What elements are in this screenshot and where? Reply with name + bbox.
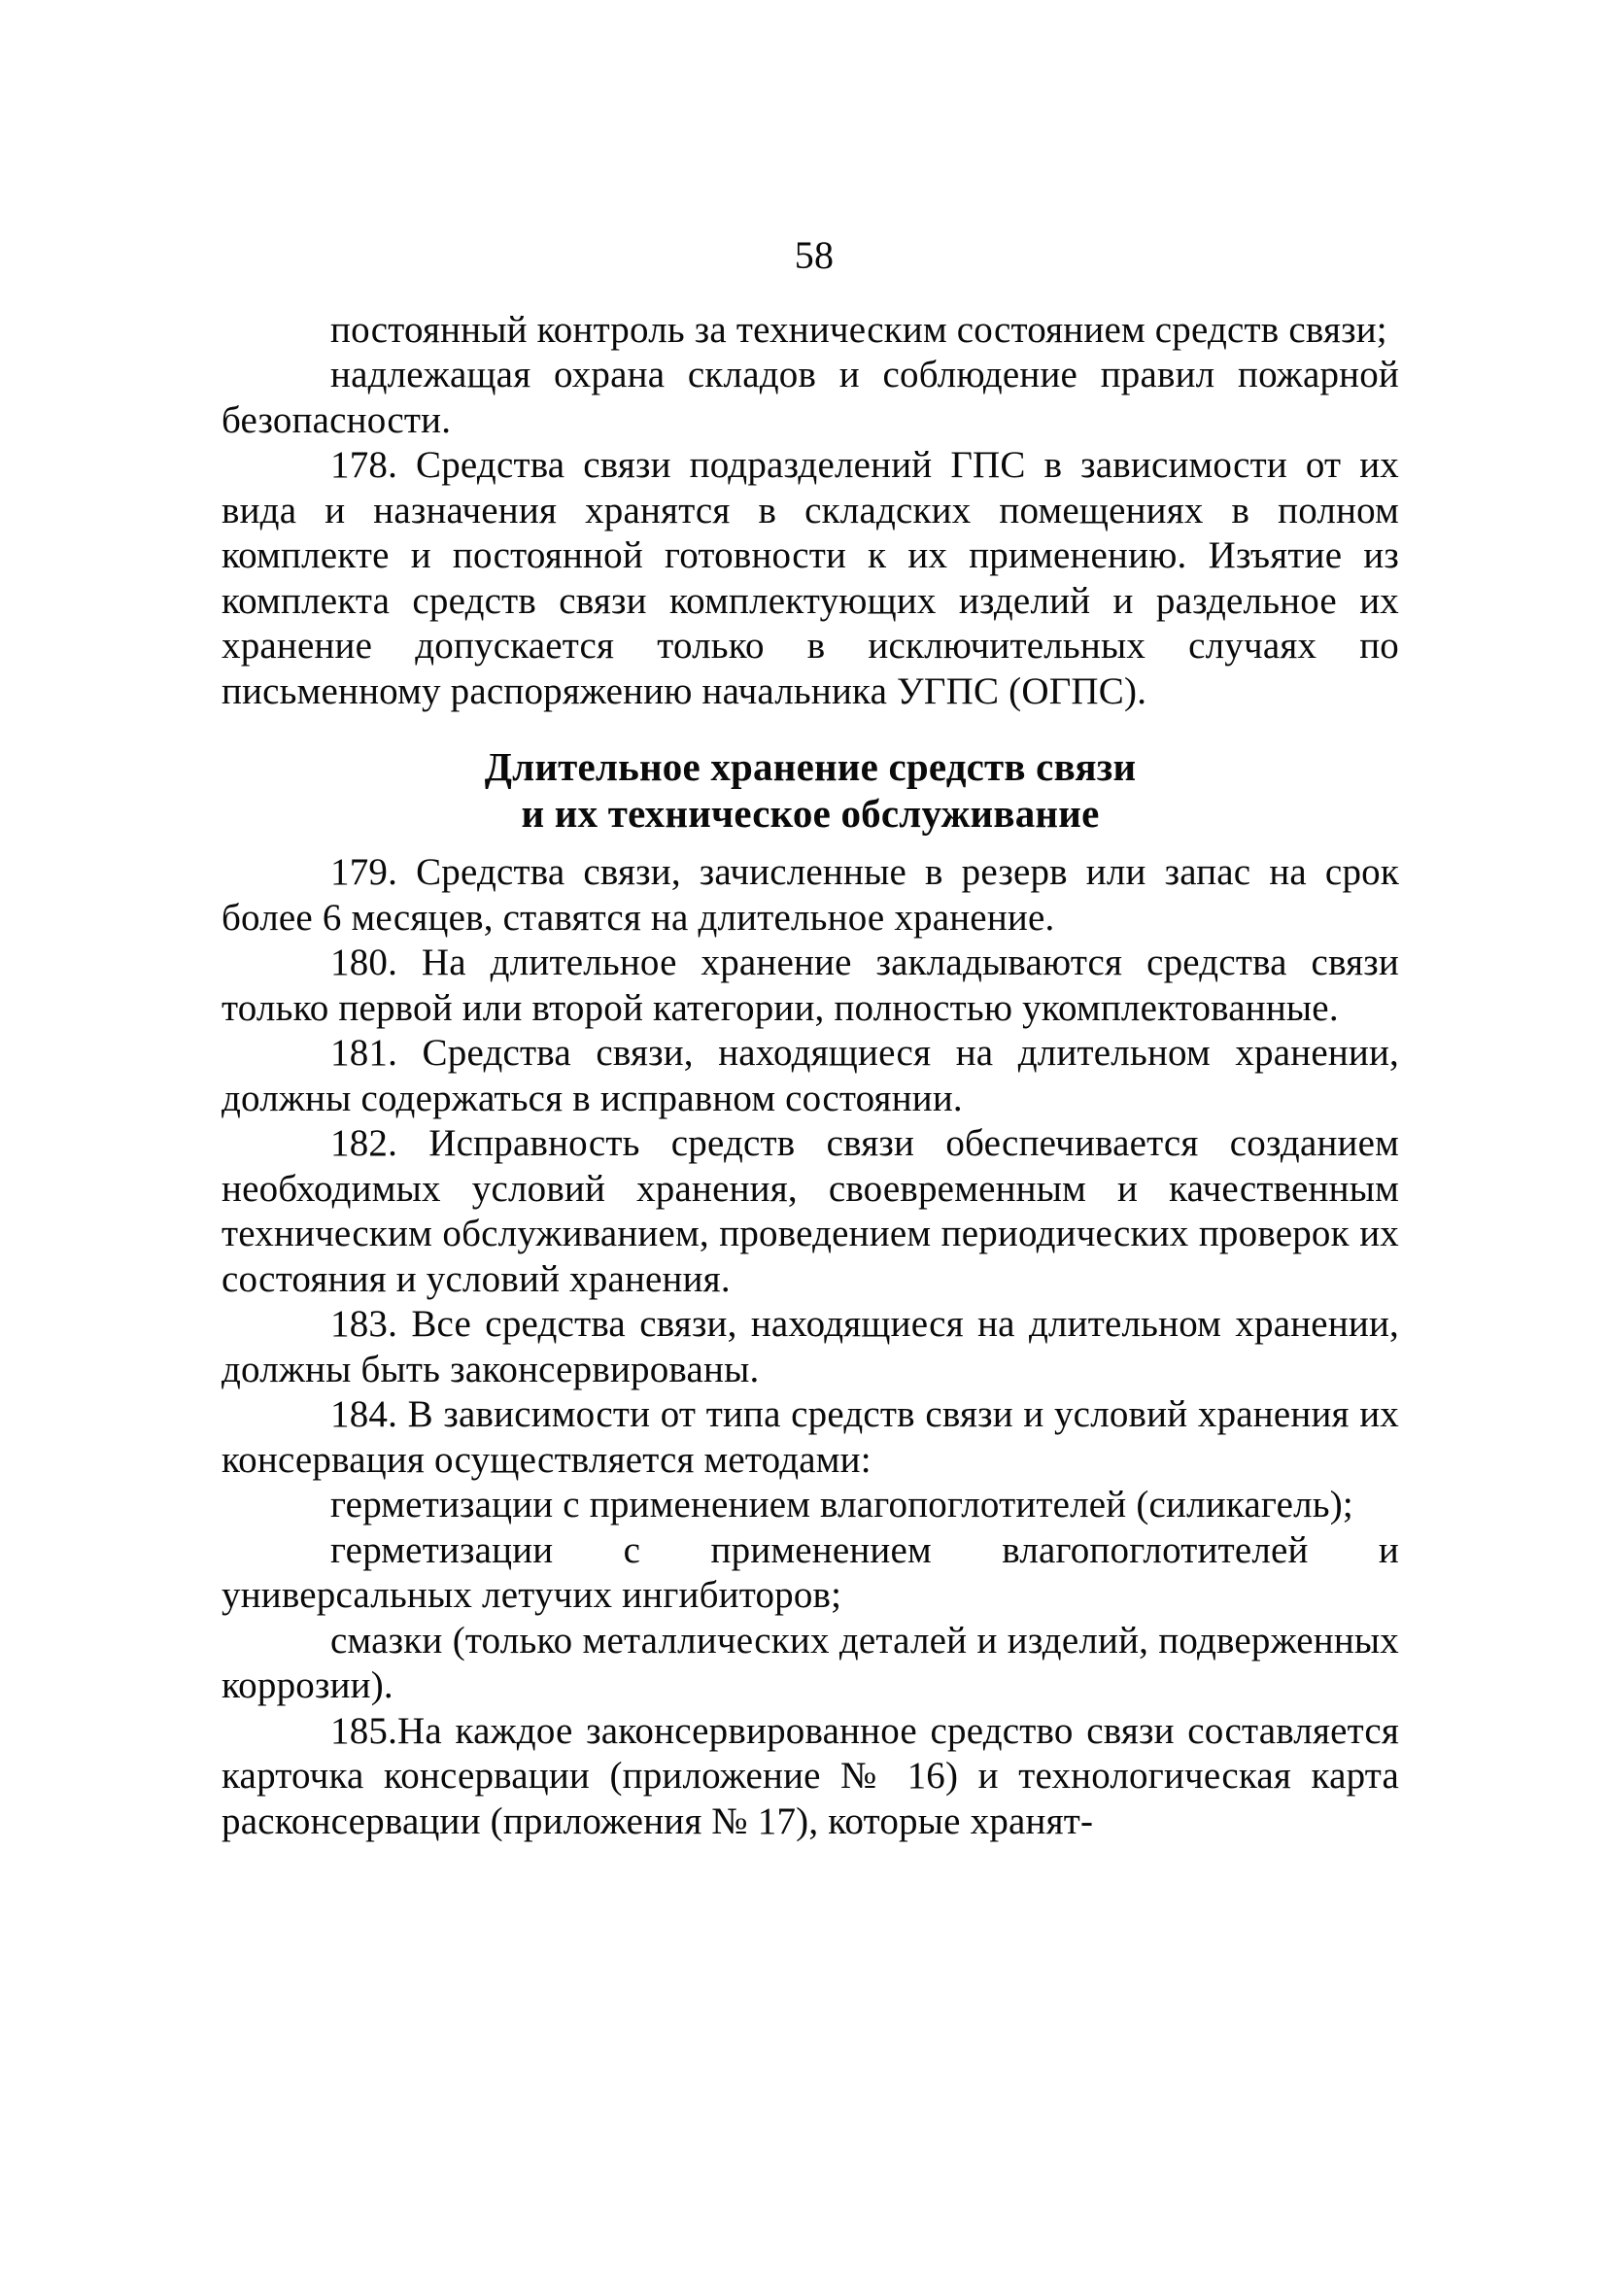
paragraph-182: 182. Исправность средств связи обеспечивается созданием необходимых условий хранения, своевременным и качественным техническим обслуживанием, проведением периодических проверок их состояния и условий хранения.	[222, 1122, 1399, 1300]
section-heading-line-1: Длительное хранение средств связи	[484, 744, 1137, 789]
section-heading-line-2: и их техническое обслуживание	[521, 791, 1100, 836]
list-item-inhibitors: герметизации с применением влагопоглотителей и универсальных летучих ингибиторов;	[222, 1528, 1399, 1616]
list-item-silica-gel: герметизации с применением влагопоглотителей (силикагель);	[330, 1484, 1353, 1525]
paragraph-179: 179. Средства связи, зачисленные в резерв или запас на срок более 6 месяцев, ставятся на длительное хранение.	[222, 851, 1399, 939]
list-item-lubrication: смазки (только металлических деталей и изделий, подверженных коррозии).	[222, 1619, 1399, 1706]
paragraph-fire-safety: надлежащая охрана складов и соблюдение правил пожарной безопасности.	[222, 354, 1399, 441]
page-number: 58	[794, 233, 835, 277]
paragraph-184: 184. В зависимости от типа средств связи и условий хранения их консервация осуществляется методами:	[222, 1393, 1399, 1481]
paragraph-181: 181. Средства связи, находящиеся на длительном хранении, должны содержаться в исправном состоянии.	[222, 1032, 1399, 1119]
paragraph-183: 183. Все средства связи, находящиеся на длительном хранении, должны быть законсервированы.	[222, 1303, 1399, 1390]
paragraph-185: 185.На каждое законсервированное средство связи составляется карточка консервации (приложение № 16) и технологическая карта расконсервации (приложения № 17), которые хранят-	[222, 1709, 1399, 1842]
paragraph-178: 178. Средства связи подразделений ГПС в зависимости от их вида и назначения хранятся в складских помещениях в полном комплекте и постоянной готовности к их применению. Изъятие из комплекта средств связи комплектующих изделий и раздельное их хранение допускается только в исключительных случаях по письменному распоряжению начальника УГПС (ОГПС).	[222, 444, 1399, 712]
section-heading	[222, 743, 1399, 837]
paragraph-control: постоянный контроль за техническим состоянием средств связи;	[330, 308, 1387, 351]
document-page	[222, 233, 1399, 1844]
paragraph-180: 180. На длительное хранение закладываются средства связи только первой или второй категории, полностью укомплектованные.	[222, 942, 1399, 1029]
